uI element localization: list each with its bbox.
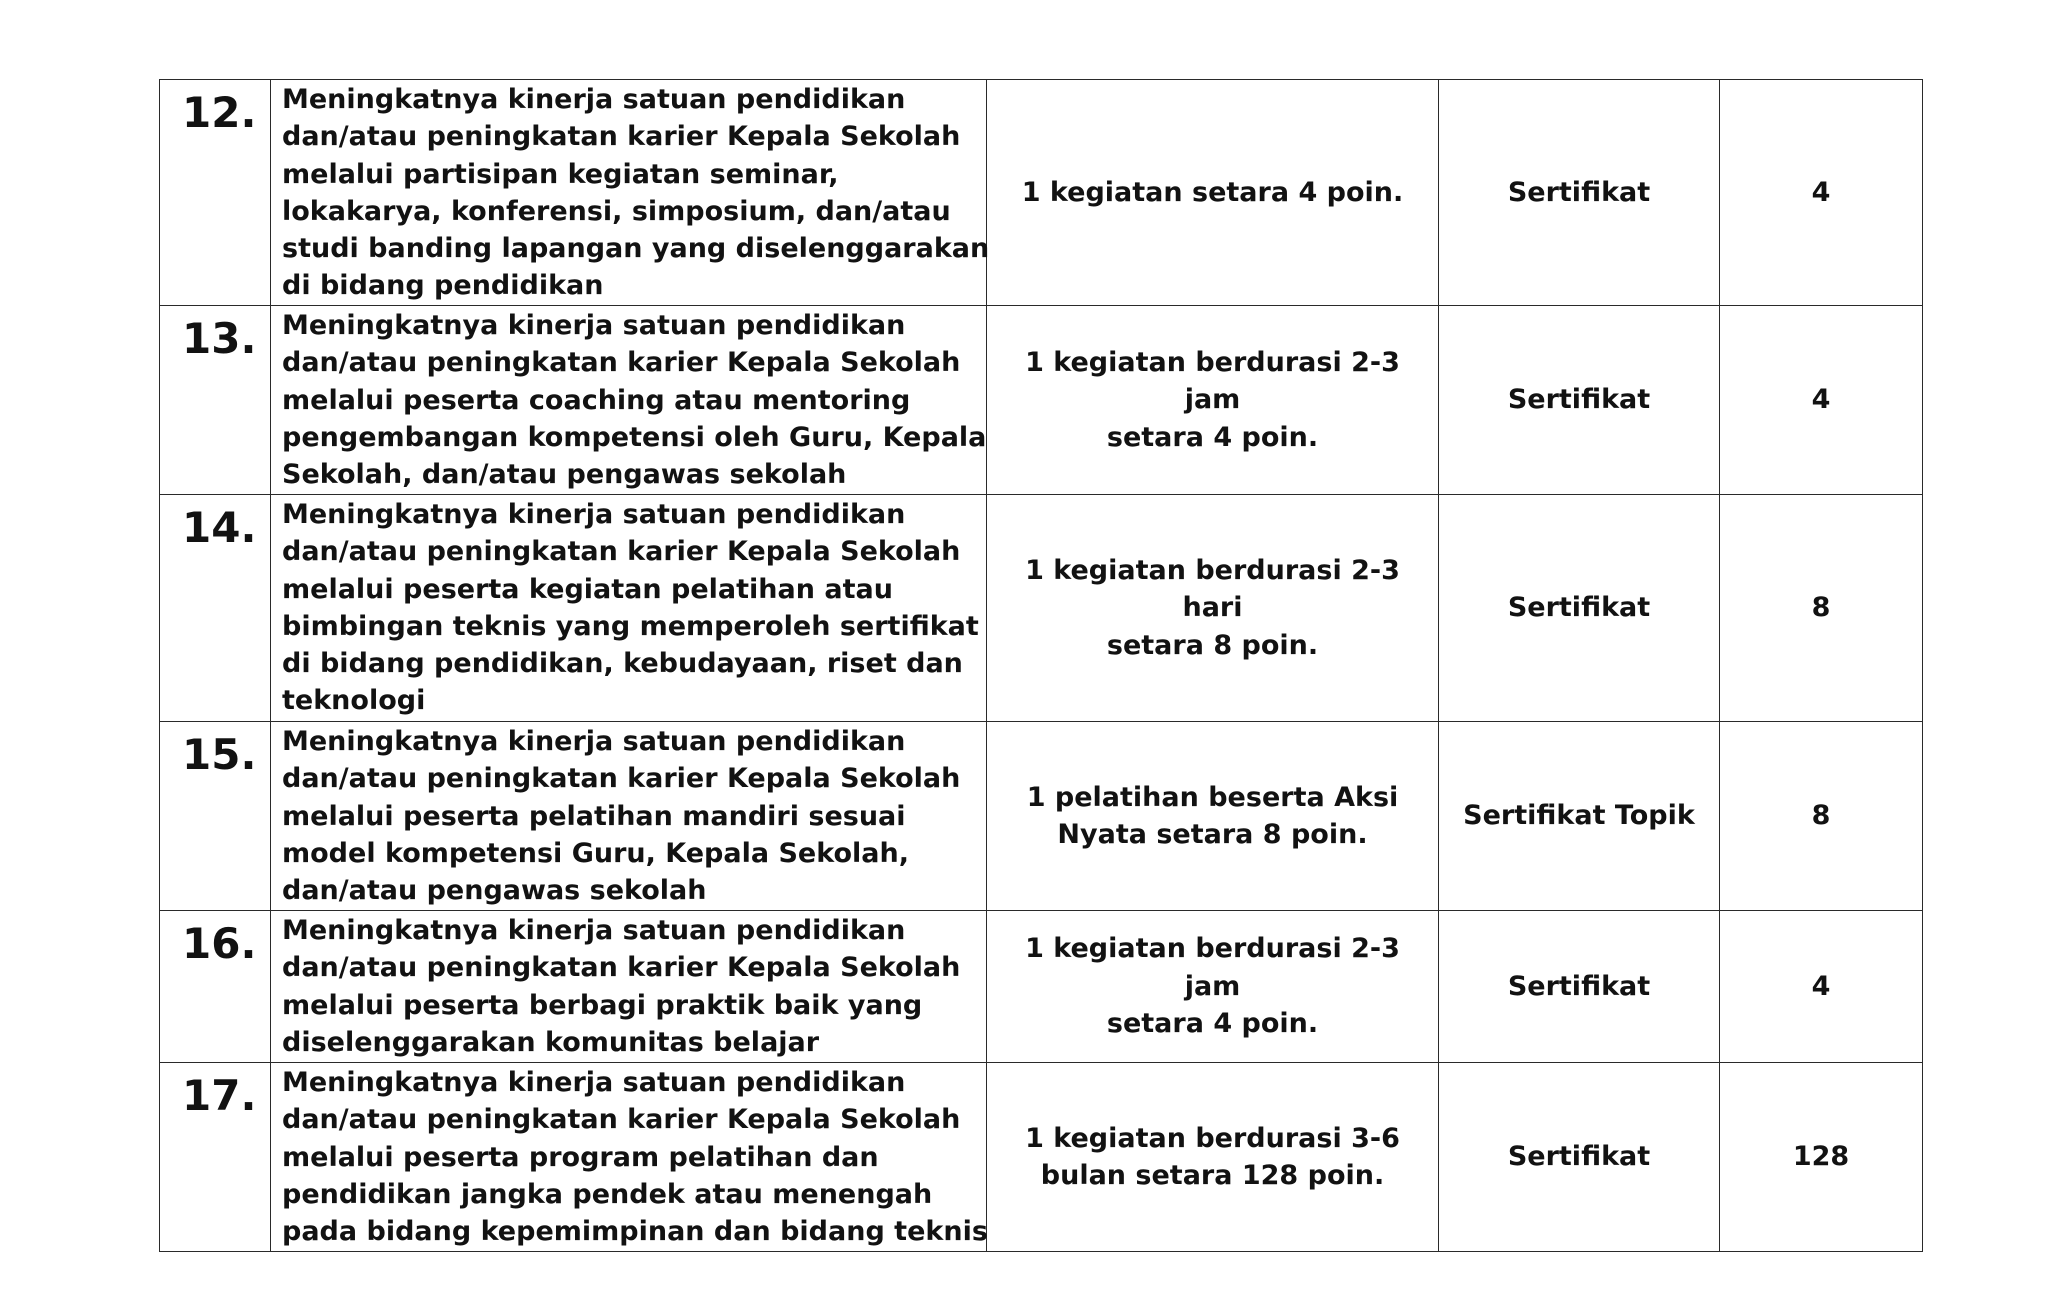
description-line: dan/atau peningkatan karier Kepala Sekolah: [282, 952, 961, 984]
conversion-line: 1 pelatihan beserta Aksi: [1026, 781, 1399, 813]
description-line: di bidang pendidikan: [282, 270, 604, 302]
row-evidence: Sertifikat Topik: [1439, 722, 1720, 911]
table-row: [160, 495, 1923, 722]
description-line: melalui peserta berbagi praktik baik yang: [282, 989, 923, 1021]
description-line: Meningkatnya kinerja satuan pendidikan: [282, 726, 906, 757]
description-line: diselenggarakan komunitas belajar: [282, 1026, 820, 1058]
conversion-line: 1 kegiatan berdurasi 2-3 hari: [1025, 554, 1400, 624]
description-line: bimbingan teknis yang memperoleh sertifikat: [282, 610, 979, 642]
row-conversion: [987, 911, 1439, 1063]
row-conversion: [987, 722, 1439, 911]
description-line: Meningkatnya kinerja satuan pendidikan: [282, 84, 906, 115]
description-line: melalui peserta kegiatan pelatihan atau: [282, 573, 893, 605]
row-number: 17.: [160, 1063, 271, 1252]
row-description: [271, 306, 987, 495]
row-number: 13.: [160, 306, 271, 495]
description-line: dan/atau peningkatan karier Kepala Sekolah: [282, 347, 961, 379]
row-evidence: Sertifikat: [1439, 80, 1720, 306]
conversion-line: setara 4 poin.: [1106, 1008, 1319, 1040]
row-description: [271, 1063, 987, 1252]
row-number: 16.: [160, 911, 271, 1063]
conversion-line: setara 8 poin.: [1106, 629, 1319, 661]
conversion-line: 1 kegiatan setara 4 poin.: [1021, 176, 1404, 208]
conversion-line: 1 kegiatan berdurasi 2-3 jam: [1025, 346, 1400, 416]
description-line: melalui peserta program pelatihan dan: [282, 1141, 879, 1173]
row-number: 14.: [160, 495, 271, 722]
row-evidence: Sertifikat: [1439, 495, 1720, 722]
row-number: 12.: [160, 80, 271, 306]
table-row: [160, 911, 1923, 1063]
conversion-line: 1 kegiatan berdurasi 2-3 jam: [1025, 933, 1400, 1002]
description-line: Meningkatnya kinerja satuan pendidikan: [282, 499, 906, 530]
description-line: melalui peserta coaching atau mentoring: [282, 384, 911, 416]
row-points: 128: [1720, 1063, 1923, 1252]
description-line: dan/atau peningkatan karier Kepala Sekolah: [282, 1104, 961, 1136]
table-body: [160, 80, 1923, 1252]
row-number: 15.: [160, 722, 271, 911]
row-description: [271, 722, 987, 911]
description-line: lokakarya, konferensi, simposium, dan/atau: [282, 195, 951, 227]
description-line: dan/atau peningkatan karier Kepala Sekolah: [282, 763, 961, 795]
description-line: dan/atau peningkatan karier Kepala Sekolah: [282, 121, 961, 153]
description-line: studi banding lapangan yang diselenggarakan: [282, 233, 990, 265]
description-line: pada bidang kepemimpinan dan bidang teknis: [282, 1216, 988, 1248]
description-line: pendidikan jangka pendek atau menengah: [282, 1178, 933, 1210]
conversion-line: setara 4 poin.: [1106, 421, 1319, 453]
row-points: 4: [1720, 80, 1923, 306]
description-line: teknologi: [282, 685, 426, 717]
conversion-line: Nyata setara 8 poin.: [1057, 819, 1368, 850]
row-points: 8: [1720, 495, 1923, 722]
row-description: [271, 495, 987, 722]
row-conversion: [987, 80, 1439, 306]
table-row: [160, 306, 1923, 495]
conversion-line: 1 kegiatan berdurasi 3-6: [1025, 1122, 1400, 1154]
row-description: [271, 911, 987, 1063]
row-description: [271, 80, 990, 306]
row-conversion: [987, 495, 1439, 722]
row-points: 4: [1720, 306, 1923, 495]
description-line: dan/atau pengawas sekolah: [282, 875, 707, 907]
row-conversion: [987, 1063, 1439, 1252]
row-points: 4: [1720, 911, 1923, 1063]
description-line: model kompetensi Guru, Kepala Sekolah,: [282, 837, 909, 869]
description-line: Sekolah, dan/atau pengawas sekolah: [282, 459, 847, 491]
activity-points-table: [159, 79, 1923, 1252]
description-line: dan/atau peningkatan karier Kepala Sekolah: [282, 536, 961, 568]
row-conversion: [987, 306, 1439, 495]
description-line: Meningkatnya kinerja satuan pendidikan: [282, 310, 906, 341]
row-evidence: Sertifikat: [1439, 306, 1720, 495]
description-line: melalui partisipan kegiatan seminar,: [282, 158, 839, 190]
row-points: 8: [1720, 722, 1923, 911]
table-row: [160, 80, 1923, 306]
conversion-line: bulan setara 128 poin.: [1040, 1160, 1385, 1191]
description-line: di bidang pendidikan, kebudayaan, riset dan: [282, 648, 963, 680]
description-line: Meningkatnya kinerja satuan pendidikan: [282, 1067, 906, 1098]
table-row: [160, 1063, 1923, 1252]
description-line: melalui peserta pelatihan mandiri sesuai: [282, 800, 906, 832]
table-row: [160, 722, 1923, 911]
row-evidence: Sertifikat: [1439, 1063, 1720, 1252]
row-evidence: Sertifikat: [1439, 911, 1720, 1063]
description-line: Meningkatnya kinerja satuan pendidikan: [282, 915, 906, 946]
description-line: pengembangan kompetensi oleh Guru, Kepala: [282, 421, 987, 453]
